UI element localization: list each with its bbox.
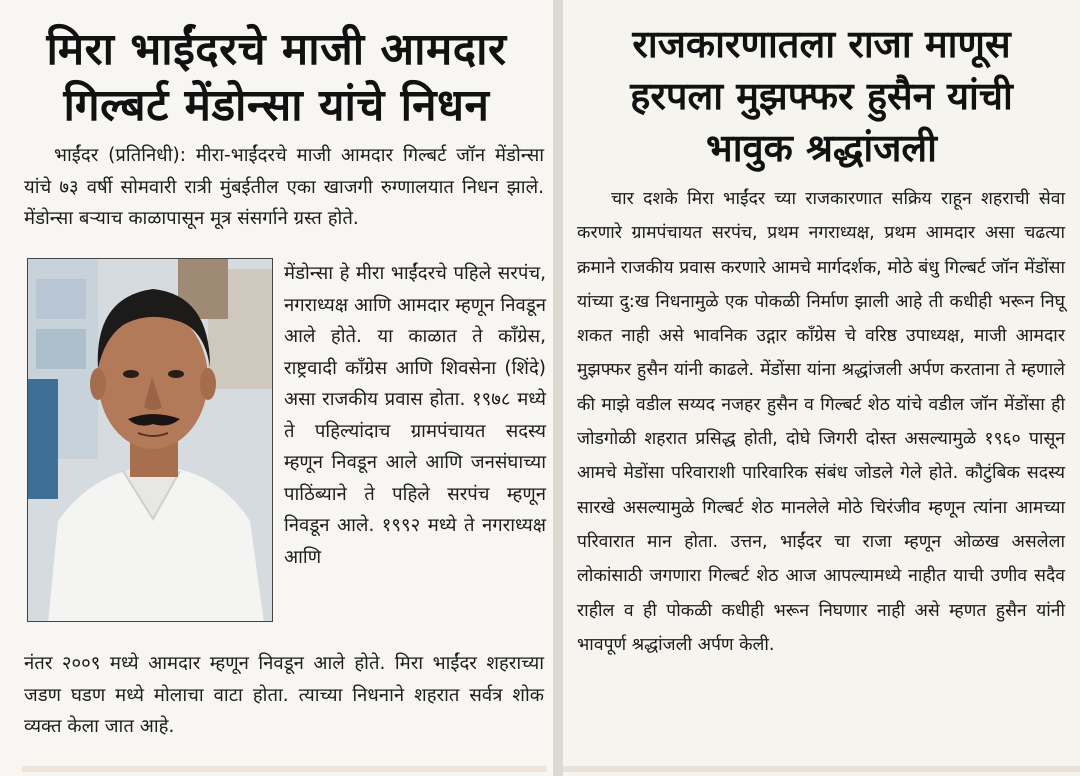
right-headline-line-3: भावुक श्रद्धांजली — [705, 126, 937, 170]
left-intro-paragraph: भाईंदर (प्रतिनिधी): मीरा-भाईंदरचे माजी आमदार गिल्बर्ट जॉन मेंडोन्सा यांचे ७३ वर्षी सोमवारी रात्री मुंबईतील एका खाजगी रुग्णालयात निधन झाले. मेंडोन्सा बऱ्याच काळापासून मूत्र संसर्गाने ग्रस्त होते. — [24, 145, 544, 229]
right-newspaper-clipping — [563, 0, 1080, 776]
left-headline-line-1: मिरा भाईंदरचे माजी आमदार — [46, 24, 507, 75]
left-closing-paragraph: नंतर २००९ मध्ये आमदार म्हणून निवडून आले होते. मिरा भाईंदर शहराच्या जडण घडण मध्ये मोलाचा वाटा होता. त्याच्या निधनाने शहरात सर्वत्र शोक व्यक्त केला जात आहे. — [24, 653, 544, 737]
portrait-illustration — [28, 259, 273, 622]
clipping-divider — [553, 0, 563, 776]
left-headline — [0, 22, 553, 134]
left-headline-line-2: गिल्बर्ट मेंडोन्सा यांचे निधन — [63, 80, 490, 131]
right-body-paragraph: चार दशके मिरा भाईंदर च्या राजकारणात सक्रिय राहून शहराची सेवा करणारे ग्रामपंचायत सरपंच, प्रथम नगराध्यक्ष, प्रथम आमदार असा चढत्या क्रमाने राजकीय प्रवास करणारे आमचे मार्गदर्शक, मोठे बंधु गिल्बर्ट जॉन मेंडोंसा यांच्या दु:ख निधनामुळे एक पोकळी निर्माण झाली आहे ती कधीही भरून निघू शकत नाही असे भावनिक उद्गार कॉंग्रेस चे वरिष्ठ उपाध्यक्ष, माजी आमदार मुझफ्फर हुसैन यांनी काढले. मेंडोंसा यांना श्रद्धांजली अर्पण करताना ते म्हणाले की माझे वडील सय्यद नजहर हुसैन व गिल्बर्ट शेठ यांचे वडील जॉन मेंडोंसा ही जोडगोळी शहरात प्रसिद्ध होती, दोघे जिगरी दोस्त असल्यामुळे १९६० पासून आमचे मेडोंसा परिवाराशी पारिवारिक संबंध जोडले गेले होते. कौटुंबिक सदस्य सारखे असल्यामुळे गिल्बर्ट शेठ मानलेले मोठे चिरंजीव म्हणून त्यांना आमच्या परिवारात मान होता. उत्तन, भाईंदर चा राजा म्हणून ओळख असलेला लोकांसाठी जगणारा गिल्बर्ट शेठ आज आपल्यामध्ये नाहीत याची उणीव सदैव राहील व ही पोकळी कधीही भरून निघणार नाही असे म्हणत हुसैन यांनी भावपूर्ण श्रद्धांजली अर्पण केली. — [577, 189, 1065, 655]
portrait-photo — [27, 258, 273, 622]
left-side-paragraph: मेंडोन्सा हे मीरा भाईंदरचे पहिले सरपंच, नगराध्यक्ष आणि आमदार म्हणून निवडून आले होते. या काळात ते काँग्रेस, राष्ट्रवादी काँग्रेस आणि शिवसेना (शिंदे) असा राजकीय प्रवास होता. १९७८ मध्ये ते पहिल्यांदाच ग्रामपंचायत सदस्य म्हणून निवडून आले आणि जनसंघाच्या पाठिंब्याने ते पहिले सरपंच म्हणून निवडून आले. १९९२ मध्ये ते नगराध्यक्ष आणि — [284, 263, 546, 568]
right-headline-line-1: राजकारणातला राजा माणूस — [632, 22, 1011, 66]
right-headline — [563, 18, 1080, 174]
right-bottom-rule — [563, 766, 1080, 772]
left-bottom-rule — [22, 766, 547, 772]
right-headline-line-2: हरपला मुझफ्फर हुसैन यांची — [630, 74, 1013, 118]
